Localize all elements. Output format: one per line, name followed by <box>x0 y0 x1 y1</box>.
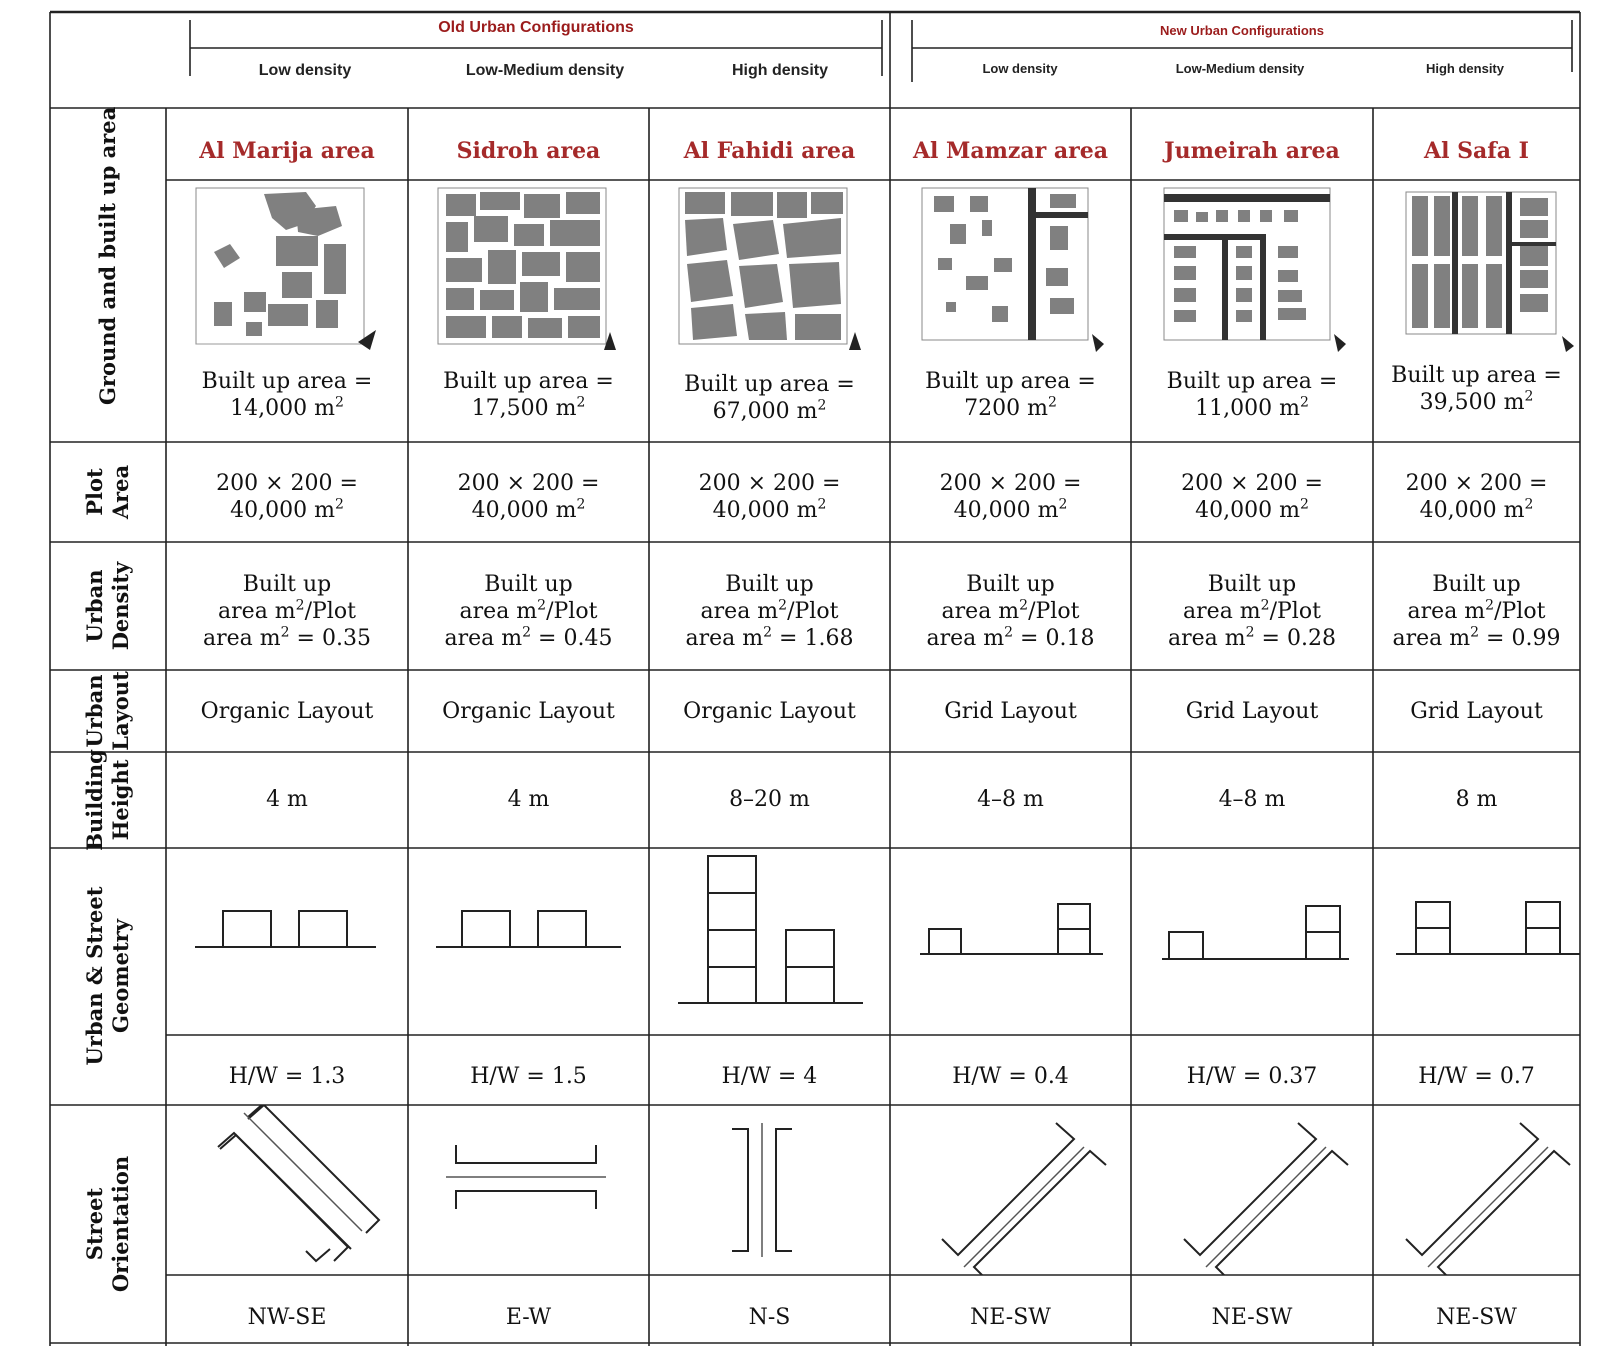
row-label-layout: Layout <box>108 671 133 751</box>
urban-layout-jumeirah: Grid Layout <box>1185 699 1319 724</box>
site-plan-map-al-mamzar <box>910 184 1110 360</box>
row-label-urban-2: Urban <box>82 674 107 748</box>
urban-layout-al-fahidi: Organic Layout <box>683 699 856 724</box>
urban-density-al-mamzar: Built up area $m^2$/Plot area $m^2 = 0.18$ <box>926 572 1095 651</box>
hw-ratio-sidroh: H/W = 1.5 <box>470 1064 587 1089</box>
urban-layout-al-marija: Organic Layout <box>200 699 374 724</box>
hw-ratio-jumeirah: H/W = 0.37 <box>1186 1064 1318 1089</box>
plot-area-al-safa-i: 200 × 200 = 40,000 $m^2$ <box>1405 471 1548 523</box>
street-geometry-diagrams <box>166 848 1580 1035</box>
row-label-street: Street <box>82 1187 107 1261</box>
new-high-density-label: High density <box>1425 61 1504 76</box>
row-label-height: Height <box>108 759 133 841</box>
hw-ratio-al-mamzar: H/W = 0.4 <box>952 1064 1069 1089</box>
row-label-geometry: Geometry <box>108 919 133 1033</box>
new-low-density-label: Low density <box>982 61 1058 76</box>
building-height-al-mamzar: 4–8 m <box>977 787 1044 812</box>
row-label-urban: Urban <box>82 569 107 643</box>
row-label-orientation: Orientation <box>108 1155 133 1293</box>
area-title-al-mamzar: Al Mamzar area <box>912 138 1109 164</box>
street-orientation-al-mamzar: NE-SW <box>970 1305 1051 1330</box>
plot-area-jumeirah: 200 × 200 = 40,000 $m^2$ <box>1181 471 1323 523</box>
urban-density-al-fahidi: Built up area $m^2$/Plot area $m^2 = 1.68$ <box>685 572 854 651</box>
old-low-density-label: Low density <box>258 62 352 79</box>
urban-density-al-safa-i: Built up area $m^2$/Plot area $m^2 = 0.99$ <box>1392 572 1561 651</box>
building-height-sidroh: 4 m <box>507 787 550 812</box>
building-height-al-marija: 4 m <box>266 787 308 812</box>
row-label-urban-street: Urban & Street <box>82 886 107 1066</box>
row-label-area: Area <box>108 464 133 520</box>
built-up-area-sidroh: Built up area = 17,500 $m^2$ <box>443 369 614 421</box>
new-low-medium-density-label: Low-Medium density <box>1175 61 1305 76</box>
hw-ratio-al-safa-i: H/W = 0.7 <box>1418 1064 1535 1089</box>
area-title-al-marija: Al Marija area <box>199 138 375 164</box>
old-high-density-label: High density <box>731 62 828 79</box>
old-low-medium-density-label: Low-Medium density <box>465 62 625 79</box>
street-orientation-jumeirah: NE-SW <box>1211 1305 1293 1330</box>
urban-density-jumeirah: Built up area $m^2$/Plot area $m^2 = 0.28$ <box>1168 572 1336 651</box>
plot-area-al-fahidi: 200 × 200 = 40,000 $m^2$ <box>698 471 841 523</box>
urban-density-al-marija: Built up area $m^2$/Plot area $m^2 = 0.35$ <box>203 572 371 651</box>
area-title-jumeirah: Jumeirah area <box>1164 138 1340 164</box>
built-up-area-al-safa-i: Built up area = 39,500 $m^2$ <box>1391 363 1562 415</box>
row-label-urban-density <box>82 544 134 668</box>
street-orientation-al-safa-i: NE-SW <box>1436 1305 1517 1330</box>
built-up-area-jumeirah: Built up area = 11,000 $m^2$ <box>1166 369 1338 421</box>
area-title-sidroh: Sidroh area <box>456 138 601 164</box>
urban-layout-sidroh: Organic Layout <box>442 699 615 724</box>
urban-density-sidroh: Built up area $m^2$/Plot area $m^2 = 0.45$ <box>444 572 613 651</box>
building-height-al-safa-i: 8 m <box>1455 787 1498 812</box>
hw-ratio-al-marija: H/W = 1.3 <box>228 1064 346 1089</box>
site-plan-map-al-marija <box>186 184 386 360</box>
row-label-plot-area <box>82 442 134 542</box>
old-configurations-title: Old Urban Configurations <box>438 19 634 36</box>
site-plan-map-jumeirah <box>1152 184 1352 360</box>
row-label-urban-street-geometry <box>82 878 134 1074</box>
street-orientation-sidroh: E-W <box>505 1305 552 1330</box>
urban-layout-al-mamzar: Grid Layout <box>944 699 1077 724</box>
street-orientation-al-marija: NW-SE <box>247 1305 327 1330</box>
row-label-building: Building <box>82 749 107 851</box>
plot-area-al-marija: 200 × 200 = 40,000 $m^2$ <box>216 471 358 523</box>
north-arrow-icon <box>1562 336 1574 352</box>
street-orientation-al-fahidi: N-S <box>748 1305 791 1330</box>
built-up-area-al-marija: Built up area = 14,000 $m^2$ <box>201 369 373 421</box>
building-height-al-fahidi: 8–20 m <box>729 787 810 812</box>
site-plan-map-sidroh <box>428 184 628 360</box>
row-label-street-orientation <box>82 1138 134 1310</box>
row-label-density: Density <box>108 561 133 651</box>
site-plan-map-al-fahidi <box>669 184 869 360</box>
north-arrow-icon <box>1092 334 1104 352</box>
row-label-building-height <box>82 740 134 860</box>
site-plan-map-al-safa-i <box>1388 184 1578 356</box>
north-arrow-icon <box>1334 334 1346 352</box>
north-arrow-icon <box>849 332 861 350</box>
building-height-jumeirah: 4–8 m <box>1218 787 1286 812</box>
plot-area-sidroh: 200 × 200 = 40,000 $m^2$ <box>457 471 600 523</box>
plot-area-al-mamzar: 200 × 200 = 40,000 $m^2$ <box>939 471 1082 523</box>
hw-ratio-al-fahidi: H/W = 4 <box>721 1064 818 1089</box>
row-label-ground: Ground and built up area <box>95 106 120 405</box>
urban-layout-al-safa-i: Grid Layout <box>1410 699 1543 724</box>
street-orientation-diagrams <box>166 1105 1580 1275</box>
area-title-al-fahidi: Al Fahidi area <box>683 138 856 164</box>
built-up-area-al-fahidi: Built up area = 67,000 $m^2$ <box>684 372 855 424</box>
built-up-area-al-mamzar: Built up area = 7200 $m^2$ <box>925 369 1096 421</box>
new-configurations-title: New Urban Configurations <box>1160 23 1324 38</box>
area-title-al-safa-i: Al Safa I <box>1424 138 1529 164</box>
row-label-plot: Plot <box>82 468 107 516</box>
